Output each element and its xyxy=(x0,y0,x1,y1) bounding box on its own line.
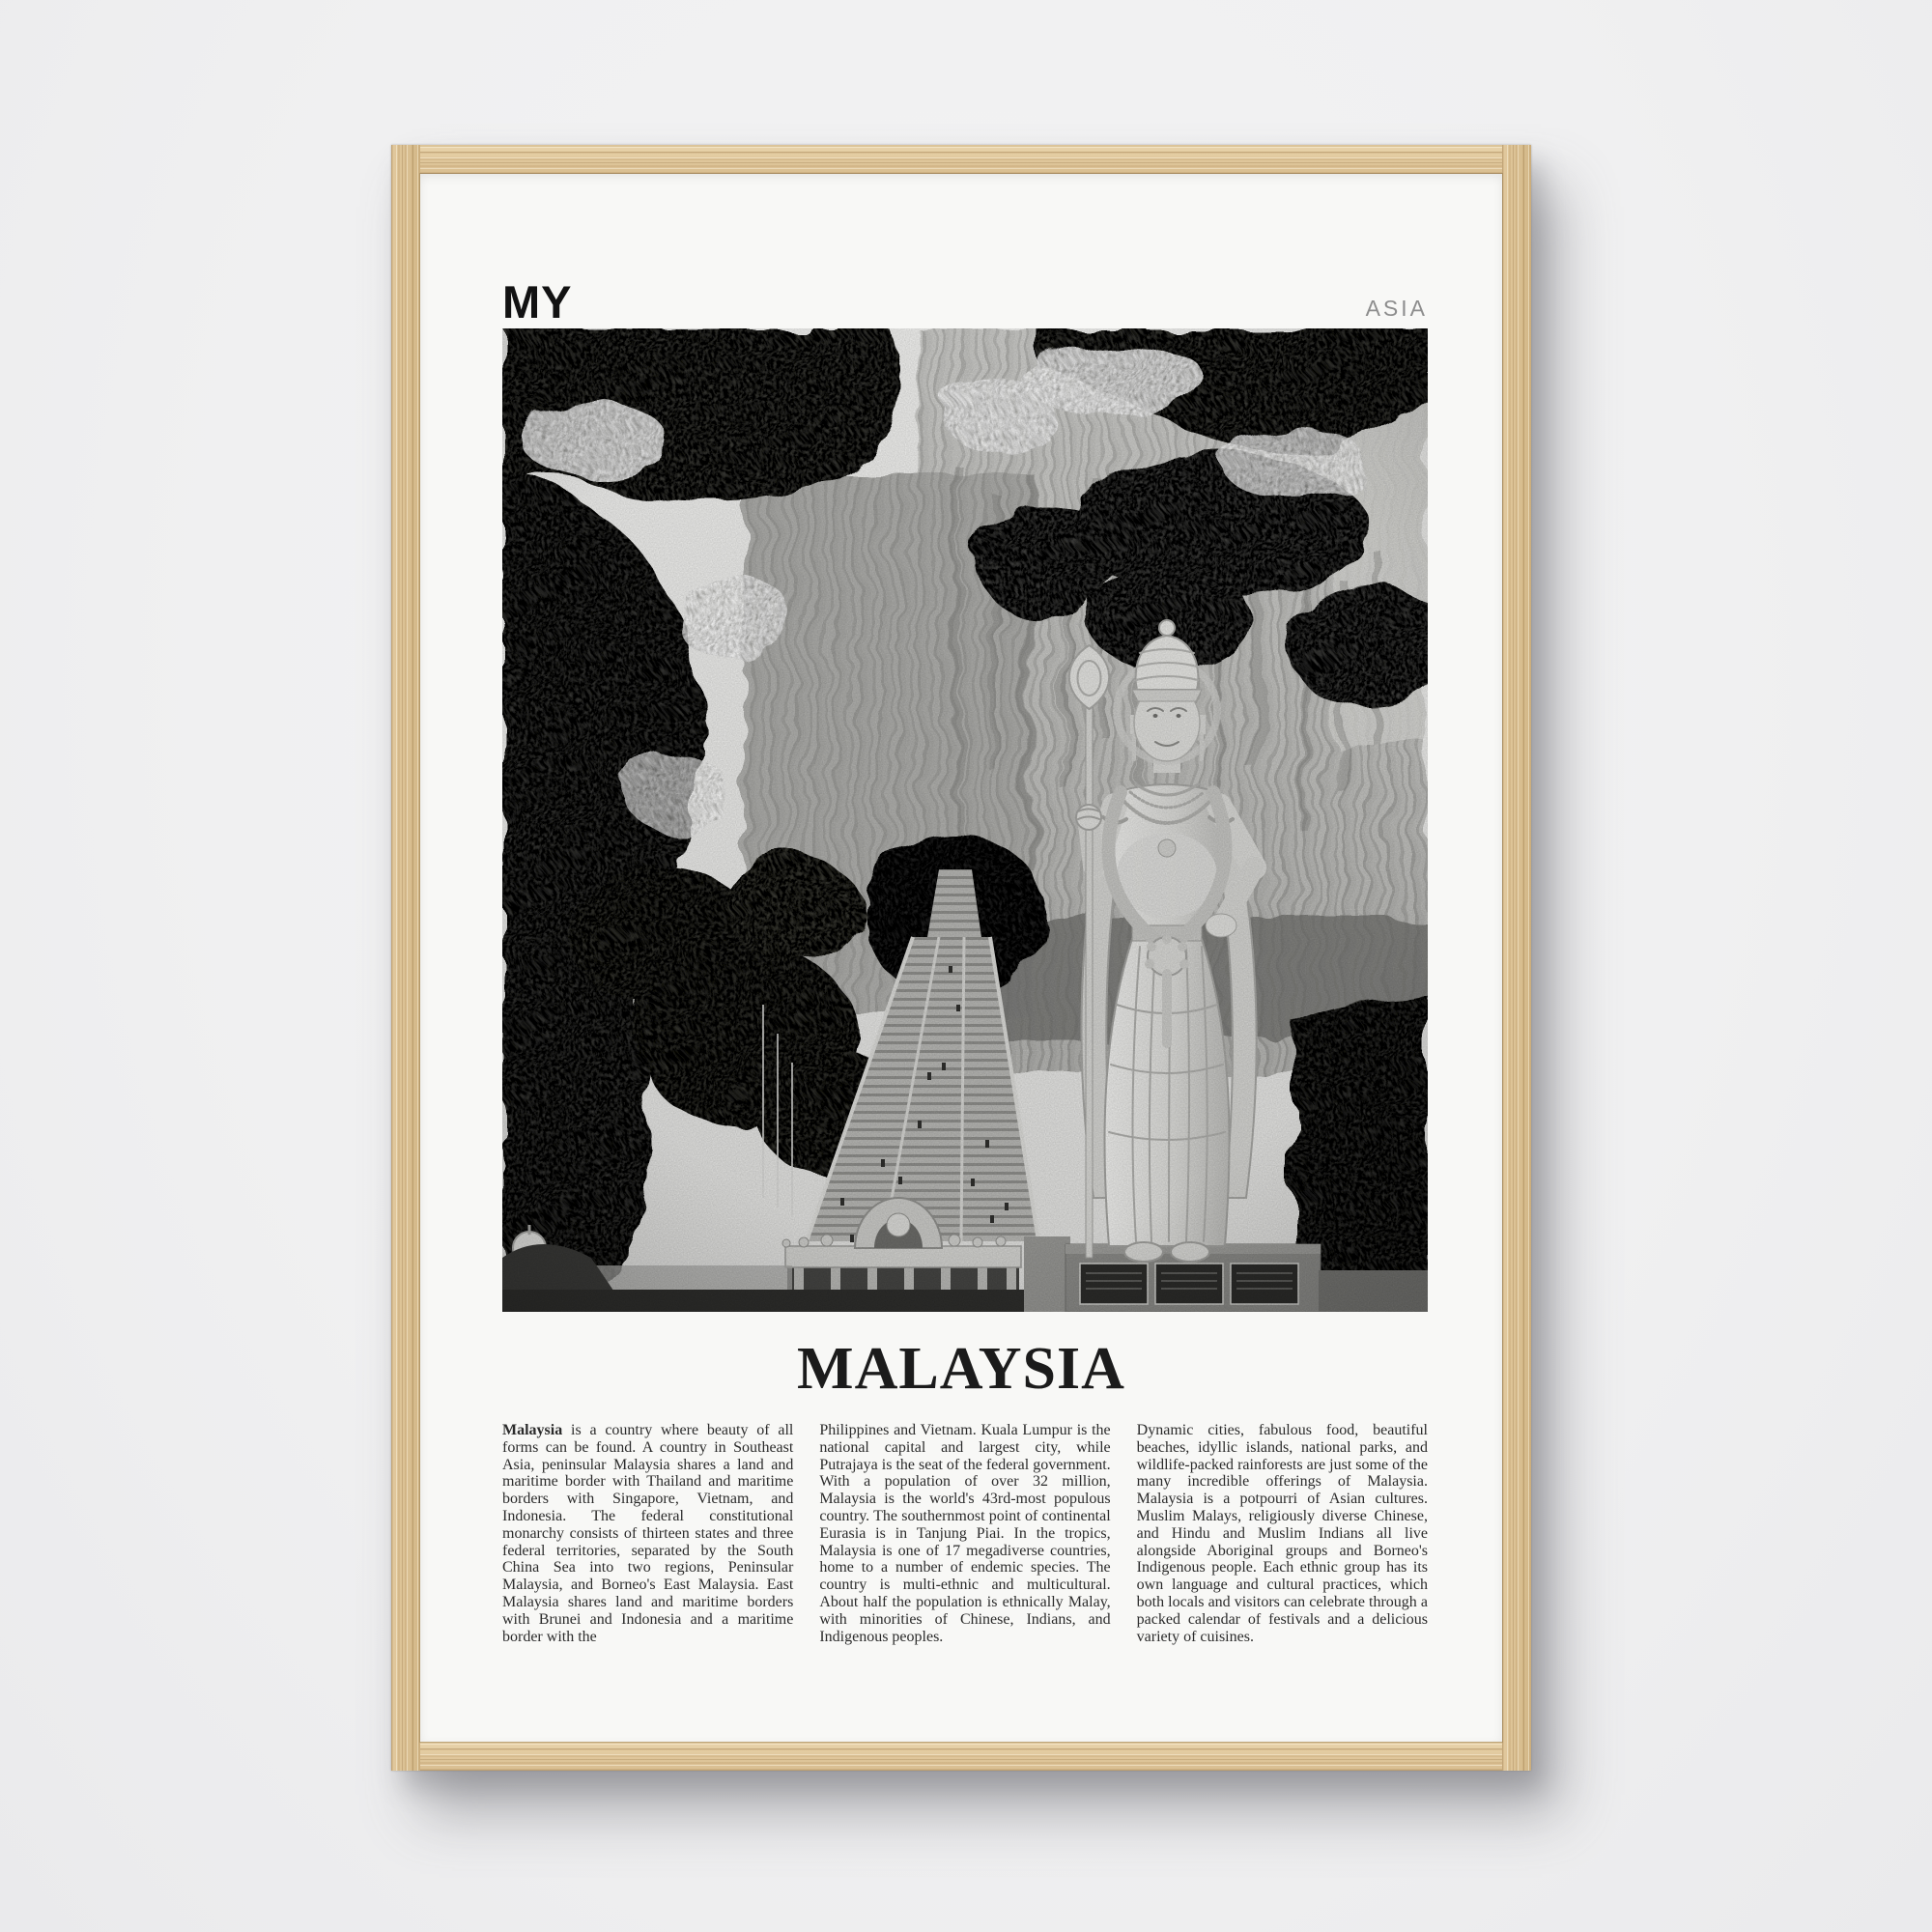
frame-edge-right xyxy=(1502,145,1531,1771)
poster-header xyxy=(502,270,1428,325)
region-label: ASIA xyxy=(1365,296,1428,321)
wood-frame xyxy=(391,145,1531,1771)
poster-title: MALAYSIA xyxy=(797,1336,1125,1402)
batu-caves-photo xyxy=(502,328,1428,1312)
body-text-columns xyxy=(502,1422,1428,1645)
body-column-1: Malaysia is a country where beauty of all forms can be found. A country in Southeast Asia, peninsular Malaysia shares a land and maritime border with Thailand and maritime borders with Singapore, Vietnam, and Indonesia. The federal constitutional monarchy consists of thirteen states and three federal territories, separated by the South China Sea into two regions, Peninsular Malaysia, and Borneo's East Malaysia. East Malaysia shares land and maritime borders with Brunei and Indonesia and a maritime border with the xyxy=(502,1422,794,1645)
vignette xyxy=(502,328,1428,1312)
frame-edge-top xyxy=(391,145,1531,174)
body-column-3: Dynamic cities, fabulous food, beautiful beaches, idyllic islands, national parks, and wildlife-packed rainforests are just some of the many incredible offerings of Malaysia. Malaysia is a potpourri of Asian cultures. Muslim Malays, religiously diverse Chinese, and Hindu and Muslim Indians all live alongside Aboriginal groups and Borneo's Indigenous people. Each ethnic group has its own language and cultural practices, which both locals and visitors can celebrate through a packed calendar of festivals and a delicious variety of cuisines. xyxy=(1136,1422,1428,1645)
photo-illustration-svg xyxy=(502,328,1428,1312)
country-code-label: MY xyxy=(502,276,573,327)
frame-edge-left xyxy=(391,145,420,1771)
poster-paper xyxy=(420,174,1502,1742)
frame-edge-bottom xyxy=(391,1742,1531,1771)
body-column-2: Philippines and Vietnam. Kuala Lumpur is the national capital and largest city, while Putrajaya is the seat of the federal government. With a population of over 32 million, Malaysia is the world's 43rd-most populous country. The southernmost point of continental Eurasia is in Tanjung Piai. In the tropics, Malaysia is one of 17 megadiverse countries, home to a number of endemic species. The country is multi-ethnic and multicultural. About half the population is ethnically Malay, with minorities of Chinese, Indians, and Indigenous peoples. xyxy=(819,1422,1111,1645)
lead-word: Malaysia xyxy=(502,1422,563,1438)
